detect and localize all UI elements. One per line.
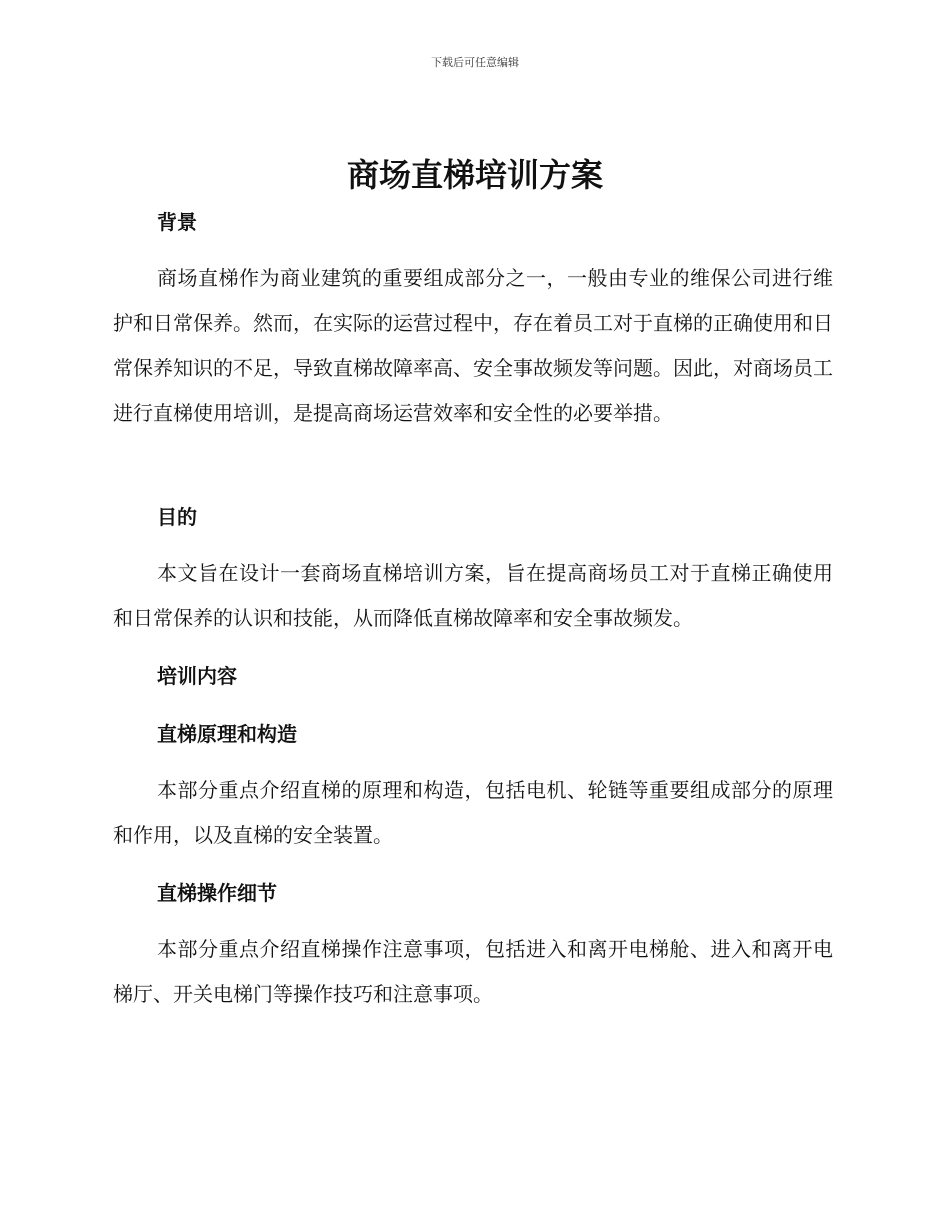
document-title: 商场直梯培训方案 — [346, 156, 603, 194]
section-heading-background: 背景 — [157, 210, 197, 234]
section-paragraph-background: 商场直梯作为商业建筑的重要组成部分之一，一般由专业的维保公司进行维护和日常保养。然而，在实际的运营过程中，存在着员工对于直梯的正确使用和日常保养知识的不足，导致直梯故障率高、安全事故频发等问题。因此，对商场员工进行直梯使用培训，是提高商场运营效率和安全性的必要举措。 — [113, 266, 833, 425]
section-paragraph-purpose: 本文旨在设计一套商场直梯培训方案，旨在提高商场员工对于直梯正确使用和日常保养的认识和技能，从而降低直梯故障率和安全事故频发。 — [113, 561, 833, 630]
section-heading-training-content: 培训内容 — [157, 664, 237, 688]
section-paragraph-principle-structure: 本部分重点介绍直梯的原理和构造，包括电机、轮链等重要组成部分的原理和作用，以及直梯的安全装置。 — [113, 778, 833, 847]
section-heading-operation-details: 直梯操作细节 — [157, 881, 277, 905]
section-heading-principle-structure: 直梯原理和构造 — [157, 722, 297, 746]
section-heading-purpose: 目的 — [157, 505, 197, 529]
header-note: 下载后可任意编辑 — [431, 56, 519, 69]
section-paragraph-operation-details: 本部分重点介绍直梯操作注意事项，包括进入和离开电梯舱、进入和离开电梯厅、开关电梯门等操作技巧和注意事项。 — [113, 937, 833, 1006]
